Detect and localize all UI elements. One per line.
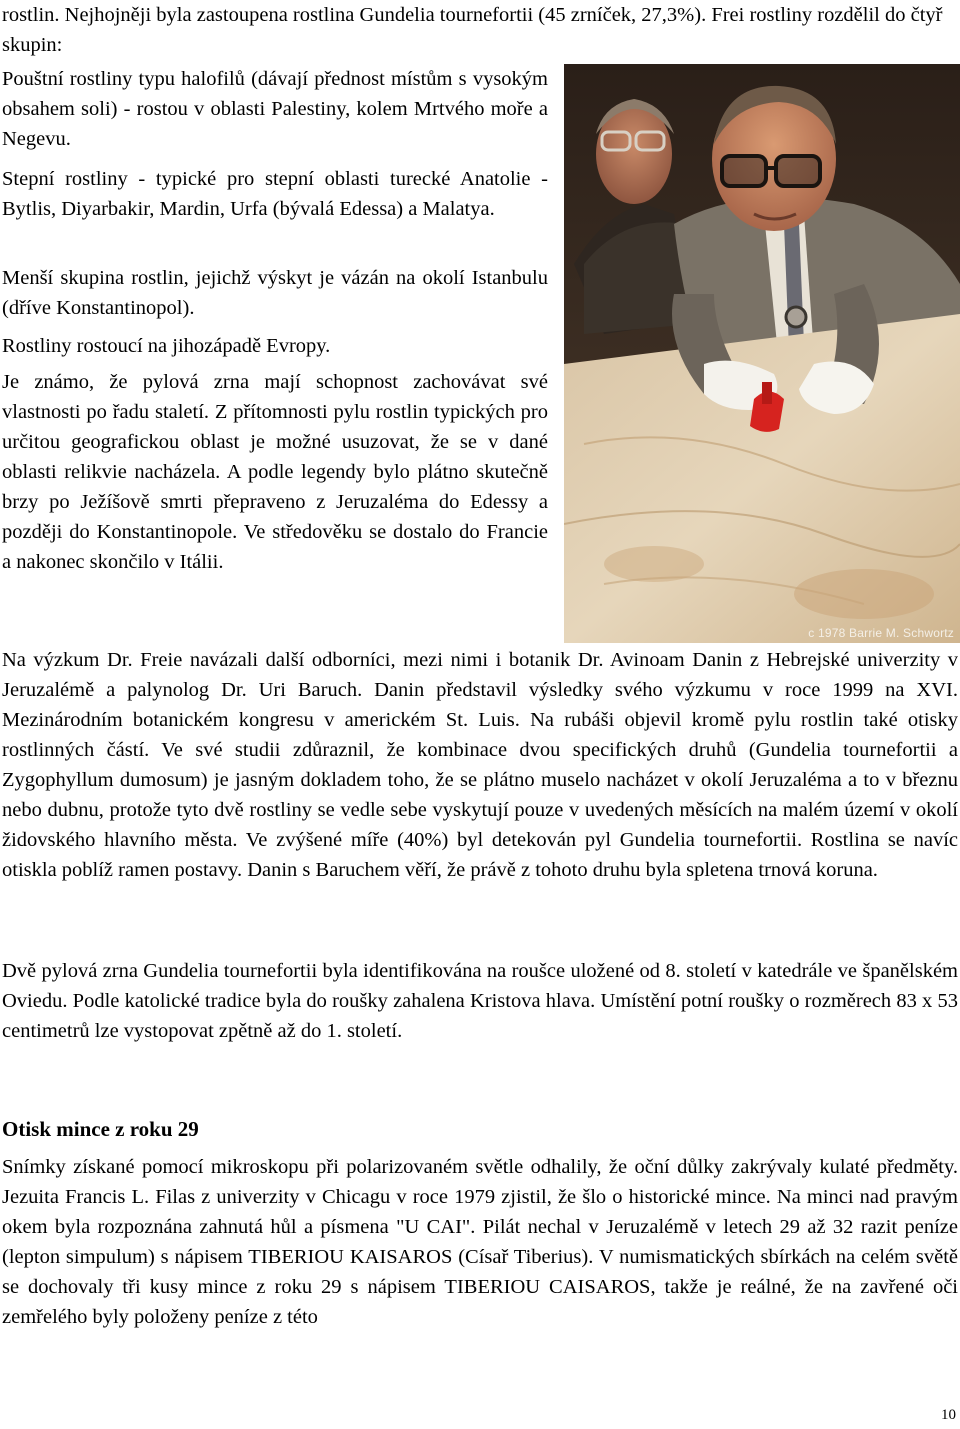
paragraph-group-desert: Pouštní rostliny typu halofilů (dávají přednost místům s vysokým obsahem soli) - rostou v oblasti Palestiny, kolem Mrtvého moře a Negevu. [2,68,548,150]
paragraph-danin: Na výzkum Dr. Freie navázali další odborníci, mezi nimi i botanik Dr. Avinoam Danin z Hebrejské univerzity v Jeruzalémě a palynolog Dr. Uri Baruch. Danin představil výsledky svého výzkumu v roce 1999 na XVI. Mezinárodním botanickém kongresu v americkém St. Luis. Na rubáši objevil kromě pylu rostlin také otisky rostlinných částí. Ve své studii zdůraznil, že kombinace dvou specifických druhů (Gundelia tournefortii a Zygophyllum dumosum) je jasným dokladem toho, že se plátno muselo nacházet v okolí Jeruzaléma a to v březnu nebo dubnu, protože tyto dvě rostliny se vedle sebe vyskytují pouze v uvedených měsících na malém území v okolí židovského hlavního města. Ve zvýšené míře (40%) byl detekován pyl Gundelia tournefortii. Rostlina se navíc otiskla poblíž ramen postavy. Danin s Baruchem věří, že právě z tohoto druhu byla spletena trnová koruna. [2,649,958,881]
photo-credit: c 1978 Barrie M. Schwortz [808,626,954,640]
paragraph-group-istanbul: Menší skupina rostlin, jejichž výskyt je vázán na okolí Istanbulu (dříve Konstantinopol). [2,267,548,319]
page-number: 10 [941,1407,956,1423]
photo-researchers-with-shroud [564,64,960,643]
section-heading-coin: Otisk mince z roku 29 [2,1117,199,1141]
paragraph-coin: Snímky získané pomocí mikroskopu při polarizovaném světle odhalily, že oční důlky zakrývaly kulaté předměty. Jezuita Francis L. Filas z univerzity v Chicagu v roce 1979 zjistil, že šlo o historické mince. Na minci nad pravým okem byla rozpoznána zahnutá hůl a písmena "U CAI". Pilát nechal v Jeruzalémě v letech 29 až 32 razit peníze (lepton simpulum) s nápisem TIBERIOU KAISAROS (Císař Tiberius). V numismatických sbírkách na celém světě se dochovaly tři kusy mince z roku 29 s nápisem TIBERIOU CAISAROS, takže je reálné, že na zavřené oči zemřelého byly položeny peníze z této [2,1156,958,1328]
paragraph-group-steppe: Stepní rostliny - typické pro stepní oblasti turecké Anatolie - Bytlis, Diyarbakir, Mardin, Urfa (bývalá Edessa) a Malatya. [2,168,548,220]
paragraph-intro: rostlin. Nejhojněji byla zastoupena rostlina Gundelia tournefortii (45 zrníček, 27,3%). Frei rostliny rozdělil do čtyř skupin: [2,4,943,56]
paragraph-pollen: Je známo, že pylová zrna mají schopnost zachovávat své vlastnosti po řadu staletí. Z přítomnosti pylu rostlin typických pro určitou geografickou oblast je možné usuzovat, že se v dané oblasti relikvie nacházela. A podle legendy bylo plátno skutečně brzy po Ježíšově smrti přepraveno z Jeruzaléma do Edessy a později do Konstantinopole. Ve středověku se dostalo do Francie a nakonec skončilo v Itálii. [2,371,548,573]
photo-illustration [564,64,960,643]
paragraph-oviedo: Dvě pylová zrna Gundelia tournefortii byla identifikována na roušce uložené od 8. století v katedrále ve španělském Oviedu. Podle katolické tradice byla do roušky zahalena Kristova hlava. Umístění potní roušky o rozměrech 83 x 53 centimetrů lze vystopovat zpětně až do 1. století. [2,960,958,1042]
paragraph-group-europe: Rostliny rostoucí na jihozápadě Evropy. [2,335,331,357]
